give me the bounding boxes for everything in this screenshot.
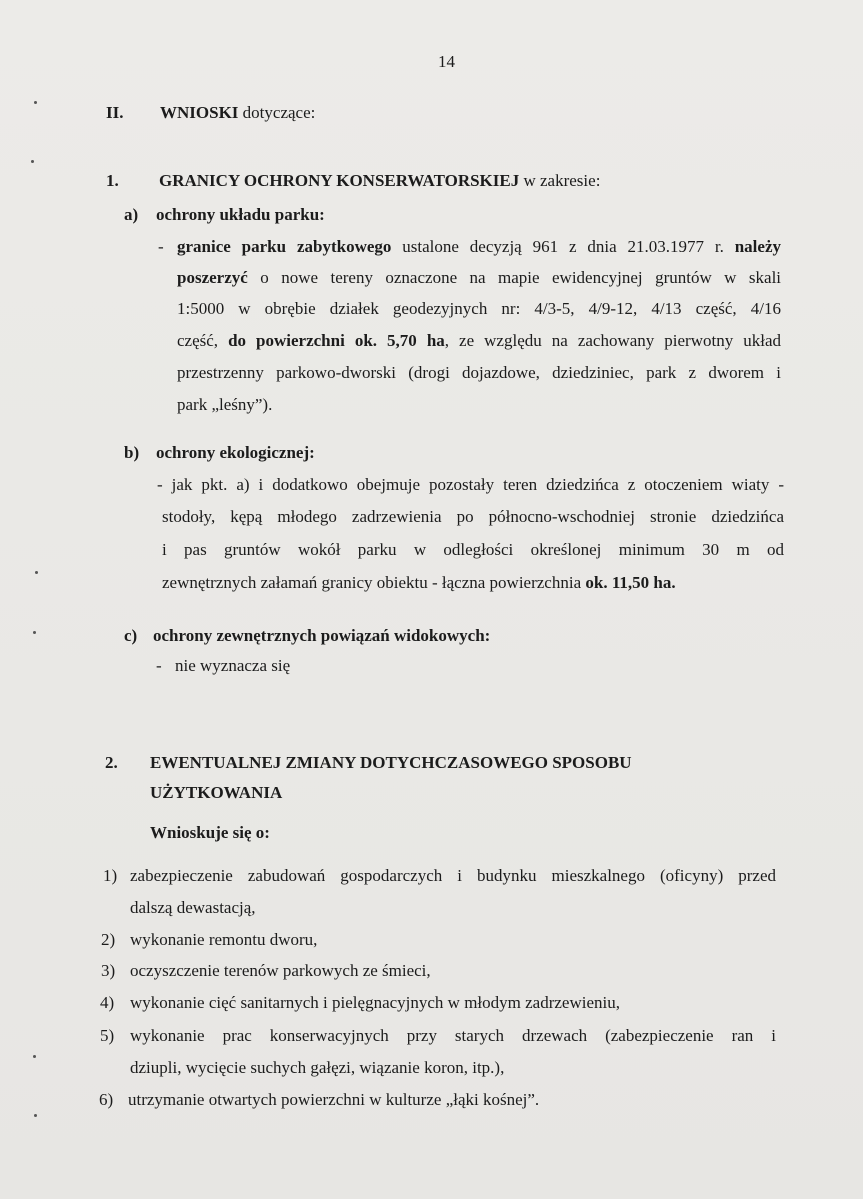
expand-term: poszerzyć [177, 268, 248, 287]
subitem-a-line2 [177, 268, 781, 288]
list-item-text: zabezpieczenie zabudowań gospodarczych i budynku mieszkalnego (oficyny) przed [130, 866, 776, 885]
list-item-text: oczyszczenie terenów parkowych ze śmieci, [130, 961, 431, 980]
list-item-number: 6) [99, 1090, 114, 1109]
item1-heading [159, 171, 600, 191]
subitem-b-line3: i pas gruntów wokół parku w odległości określonej minimum 30 m od [162, 540, 784, 559]
item1-suffix: w zakresie: [523, 171, 601, 190]
list-item-text-cont: dziupli, wycięcie suchych gałęzi, wiązanie koron, itp.), [130, 1058, 505, 1077]
subitem-a-line3: 1:5000 w obrębie działek geodezyjnych nr: 4/3-5, 4/9-12, 4/13 część, 4/16 [177, 299, 781, 318]
scan-mark [33, 631, 36, 634]
list-item-number: 1) [103, 866, 118, 885]
list-item-number: 3) [101, 961, 116, 980]
list-item-text: wykonanie cięć sanitarnych i pielęgnacyjnych w młodym zadrzewieniu, [130, 993, 620, 1012]
subitem-b-line2: stodoły, kępą młodego zadrzewienia po północno-wschodniej stronie dziedzińca [162, 507, 784, 526]
subitem-c-title: ochrony zewnętrznych powiązań widokowych: [153, 626, 491, 645]
page-number: 14 [438, 52, 455, 71]
park-boundary-term: granice parku zabytkowego [177, 237, 392, 256]
section-number: II. [106, 103, 124, 122]
item2-title-line2: UŻYTKOWANIA [150, 783, 283, 802]
section-heading [160, 103, 315, 123]
total-area-value: ok. 11,50 ha. [585, 573, 676, 592]
should-term: należy [734, 237, 781, 256]
scan-mark [35, 571, 38, 574]
scan-mark [34, 1114, 37, 1117]
subitem-c-dash: - [156, 656, 162, 675]
item1-number: 1. [106, 171, 119, 190]
list-item-text-cont: dalszą dewastacją, [130, 898, 256, 917]
subitem-a-line5: przestrzenny parkowo-dworski (drogi dojazdowe, dziedziniec, park z dworem i [177, 363, 781, 382]
subitem-a-line2-text: o nowe tereny oznaczone na mapie ewidencyjnej gruntów w skali [260, 268, 782, 287]
area-value: do powierzchni ok. 5,70 ha [228, 331, 445, 350]
item2-subtitle: Wnioskuje się o: [150, 823, 270, 842]
item2-number: 2. [105, 753, 118, 772]
subitem-a-line6: park „leśny”). [177, 395, 273, 414]
scan-mark [34, 101, 37, 104]
subitem-b-line4 [162, 573, 676, 593]
item1-title: GRANICY OCHRONY KONSERWATORSKIEJ [159, 171, 520, 190]
subitem-a-line1 [177, 237, 781, 257]
subitem-c-line1: nie wyznacza się [175, 656, 291, 675]
list-item-text: wykonanie remontu dworu, [130, 930, 318, 949]
subitem-a-title: ochrony układu parku: [156, 205, 325, 224]
list-item-number: 5) [100, 1026, 115, 1045]
subitem-b-line4-text: zewnętrznych załamań granicy obiektu - łączna powierzchnia [162, 573, 582, 592]
scan-mark [33, 1055, 36, 1058]
subitem-b-label: b) [124, 443, 140, 462]
section-title-suffix: dotyczące: [242, 103, 316, 122]
subitem-a-label: a) [124, 205, 139, 224]
item2-title-line1: EWENTUALNEJ ZMIANY DOTYCHCZASOWEGO SPOSOBU [150, 753, 632, 772]
subitem-c-label: c) [124, 626, 138, 645]
scan-mark [31, 160, 34, 163]
list-item-number: 4) [100, 993, 115, 1012]
subitem-b-line1: - jak pkt. a) i dodatkowo obejmuje pozostały teren dziedzińca z otoczeniem wiaty - [157, 475, 784, 494]
section-title: WNIOSKI [160, 103, 239, 122]
subitem-a-line4-end: , ze względu na zachowany pierwotny układ [444, 331, 782, 350]
subitem-b-title: ochrony ekologicznej: [156, 443, 315, 462]
list-item-text: utrzymanie otwartych powierzchni w kulturze „łąki kośnej”. [128, 1090, 540, 1109]
list-item-number: 2) [101, 930, 116, 949]
list-item-text: wykonanie prac konserwacyjnych przy starych drzewach (zabezpieczenie ran i [130, 1026, 776, 1045]
subitem-a-line4 [177, 331, 781, 351]
subitem-a-dash: - [158, 237, 164, 256]
subitem-a-line4-start: część, [177, 331, 219, 350]
decision-text: ustalone decyzją 961 z dnia 21.03.1977 r. [402, 237, 724, 256]
